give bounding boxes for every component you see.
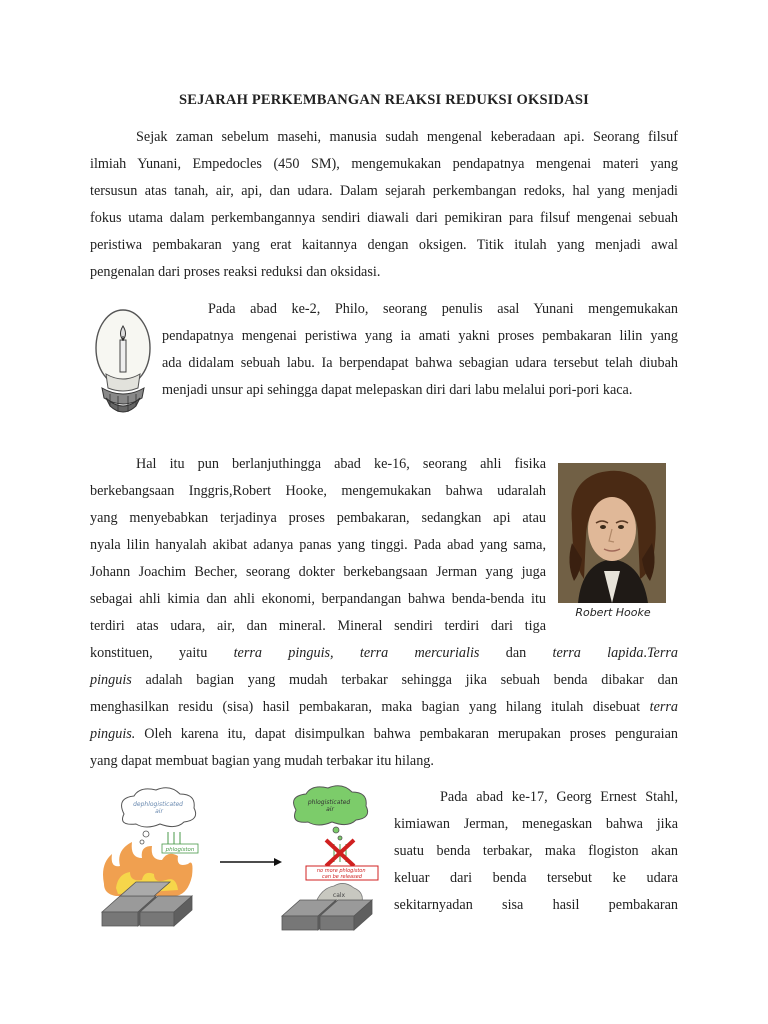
paragraph-1 (90, 124, 678, 286)
text-line: pinguis adalah bagian yang mudah terbakar sehingga jika sebuah benda dibakar dan (90, 672, 678, 688)
cloud-right-line1: phlogisticated (307, 799, 351, 806)
paragraph-3 (90, 451, 678, 667)
text-line: menjadi unsur api sehingga dapat melepaskan diri dari labu melalui pori-pori kaca. (162, 382, 633, 398)
text-line: terdiri atas udara, air, dan mineral. Mineral sendiri terdiri dari tiga (90, 618, 546, 634)
text-line: Hal itu pun berlanjuthingga abad ke-16, seorang ahli fisika (136, 456, 546, 472)
portrait-caption: Robert Hooke (575, 606, 651, 619)
paragraph-3-continued (90, 667, 678, 775)
text-line: yang menyebabkan terjadinya proses pembakaran, sedangkan api atau (90, 510, 546, 526)
paragraph-4 (394, 784, 678, 919)
cloud-right (294, 786, 368, 840)
cloud-left-line1: dephlogisticated (133, 801, 183, 808)
text-line: fokus utama dalam perkembangannya sendiri diawali dari pemikiran para filsuf mengenai sebuah (90, 210, 678, 226)
text-line: pendapatnya mengenai peristiwa yang ia amati yakni proses pembakaran lilin yang (162, 328, 678, 344)
text-line: sekitarnyadan sisa hasil pembakaran (394, 897, 678, 913)
text-line: Pada abad ke-17, Georg Ernest Stahl, (440, 789, 678, 805)
residue-label: calx (332, 892, 346, 899)
text-line: ada didalam sebuah labu. Ia berpendapat bahwa sebagian udara tersebut telah diubah (162, 355, 678, 371)
text-line: ilmiah Yunani, Empedocles (450 SM), mengemukakan pendapatnya mengenai materi yang (90, 156, 678, 172)
text-line: yang dapat membuat bagian yang mudah terbakar itu hilang. (90, 753, 434, 769)
text-line: keluar dari benda tersebut ke udara (394, 870, 678, 886)
cloud-right-line2: air (326, 806, 334, 813)
warning-line1: no more phlogiston (316, 868, 366, 874)
text-line: Johann Joachim Becher, seorang dokter berkebangsaan Jerman yang juga (90, 564, 546, 580)
phlogiston-theory-diagram (96, 784, 386, 934)
cloud-left-line2: air (155, 808, 163, 815)
warning-line2: can be released (322, 874, 362, 880)
candle-flask-illustration (92, 302, 154, 422)
text-line: nyala lilin hanyalah akibat adanya panas yang tinggi. Pada abad yang sama, (90, 537, 546, 553)
text-line: peristiwa pembakaran yang erat kaitannya dengan oksigen. Titik itulah yang menjadi awal (90, 237, 678, 253)
text-line: suatu benda terbakar, maka flogiston akan (394, 843, 678, 859)
text-line: pinguis. Oleh karena itu, dapat disimpulkan bahwa pembakaran merupakan proses penguraian (90, 726, 678, 742)
warning-text (317, 868, 367, 880)
robert-hooke-portrait (558, 463, 666, 603)
document-title: SEJARAH PERKEMBANGAN REAKSI REDUKSI OKSIDASI (178, 92, 590, 108)
text-line: pengenalan dari proses reaksi reduksi dan oksidasi. (90, 264, 381, 280)
metal-bars-right (282, 900, 372, 930)
text-line: Sejak zaman sebelum masehi, manusia sudah mengenal keberadaan api. Seorang filsuf (136, 129, 678, 145)
text-line: tersusun atas tanah, air, api, dan udara. Dalam sejarah perkembangan redoks, hal yang menjadi (90, 183, 678, 199)
text-line: menghasilkan residu (sisa) hasil pembakaran, maka bagian yang hilang itulah disebuat terra (90, 699, 678, 715)
text-line: sebagai ahli kimia dan ahli ekonomi, berpandangan bahwa benda-benda itu (90, 591, 546, 607)
text-line: konstituen, yaitu terra pinguis, terra mercurialis dan terra lapida.Terra (90, 645, 678, 661)
phlogiston-label: phlogiston (165, 847, 195, 853)
paragraph-2 (162, 296, 678, 404)
text-line: Pada abad ke-2, Philo, seorang penulis asal Yunani mengemukakan (208, 301, 678, 317)
cloud-left (122, 788, 196, 844)
text-line: kimiawan Jerman, menegaskan bahwa jika (394, 816, 678, 832)
text-line: berkebangsaan Inggris,Robert Hooke, mengemukakan bahwa udaralah (90, 483, 546, 499)
